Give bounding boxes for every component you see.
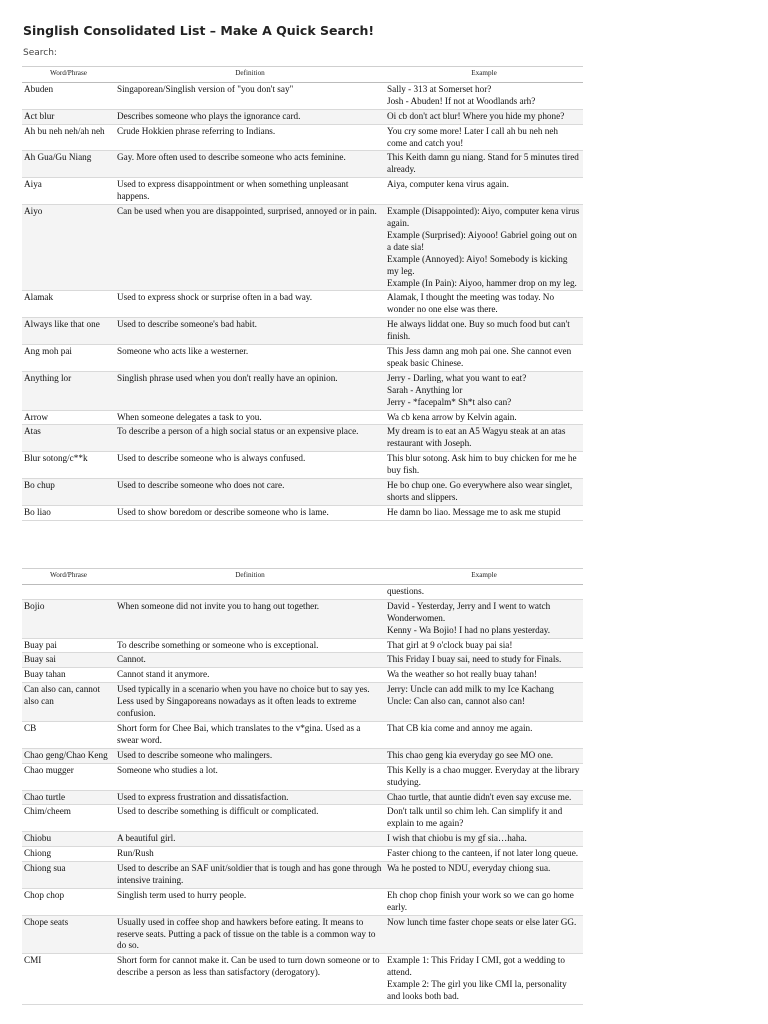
table-row: [22, 888, 583, 915]
term-cell: Chim/cheem: [22, 805, 115, 832]
definition-cell: Used to describe someone's bad habit.: [115, 318, 385, 345]
table-row: [22, 584, 583, 599]
table-header-row: [22, 569, 583, 585]
example-cell: This Friday I buay sai, need to study for Finals.: [385, 653, 583, 668]
table-row: [22, 862, 583, 889]
term-cell: Chiong sua: [22, 862, 115, 889]
table-row: [22, 109, 583, 124]
table-row: [22, 425, 583, 452]
definition-cell: Singlish phrase used when you don't really have an opinion.: [115, 371, 385, 410]
table-row: [22, 318, 583, 345]
term-cell: Ah bu neh neh/ah neh: [22, 124, 115, 151]
column-header-word[interactable]: Word/Phrase: [22, 67, 115, 83]
table-row: [22, 291, 583, 318]
table-row: [22, 505, 583, 520]
definition-cell: Cannot.: [115, 653, 385, 668]
example-cell: Wa he posted to NDU, everyday chiong sua.: [385, 862, 583, 889]
term-cell: CB: [22, 721, 115, 748]
definition-cell: Used typically in a scenario when you have no choice but to say yes. Less used by Singaporeans nowadays as it often leads to extreme confusion.: [115, 683, 385, 722]
example-cell: That CB kia come and annoy me again.: [385, 721, 583, 748]
table-row: [22, 345, 583, 372]
definition-cell: Someone who acts like a westerner.: [115, 345, 385, 372]
search-label: Search:: [23, 48, 57, 58]
definition-cell: To describe something or someone who is exceptional.: [115, 638, 385, 653]
example-cell: Example 1: This Friday I CMI, got a wedding to attend. Example 2: The girl you like CMI la, personality and looks both bad.: [385, 954, 583, 1005]
table-row: [22, 479, 583, 506]
example-cell: Chao turtle, that auntie didn't even say excuse me.: [385, 790, 583, 805]
term-cell: Anything lor: [22, 371, 115, 410]
table-row: [22, 371, 583, 410]
example-cell: Alamak, I thought the meeting was today. No wonder no one else was there.: [385, 291, 583, 318]
example-cell: You cry some more! Later I call ah bu neh neh come and catch you!: [385, 124, 583, 151]
definition-cell: When someone did not invite you to hang out together.: [115, 599, 385, 638]
example-cell: This Jess damn ang moh pai one. She cannot even speak basic Chinese.: [385, 345, 583, 372]
term-cell: Blur sotong/c**k: [22, 452, 115, 479]
term-cell: Can also can, cannot also can: [22, 683, 115, 722]
definition-cell: Used to express shock or surprise often in a bad way.: [115, 291, 385, 318]
definition-cell: Singaporean/Singlish version of "you don't say": [115, 82, 385, 109]
term-cell: Bo liao: [22, 505, 115, 520]
table-row: [22, 178, 583, 205]
table-row: [22, 915, 583, 954]
definition-cell: Used to describe someone who does not care.: [115, 479, 385, 506]
example-cell: This blur sotong. Ask him to buy chicken for me he buy fish.: [385, 452, 583, 479]
example-cell: Wa the weather so hot really buay tahan!: [385, 668, 583, 683]
definition-cell: Short form for cannot make it. Can be used to turn down someone or to describe a person as less than satisfactory (derogatory).: [115, 954, 385, 1005]
table-row: [22, 452, 583, 479]
page-title: Singlish Consolidated List – Make A Quick Search!: [23, 23, 375, 38]
term-cell: Aiyo: [22, 205, 115, 291]
definition-cell: Someone who studies a lot.: [115, 763, 385, 790]
term-cell: Chope seats: [22, 915, 115, 954]
term-cell: Chop chop: [22, 888, 115, 915]
example-cell: Jerry: Uncle can add milk to my Ice Kachang Uncle: Can also can, cannot also can!: [385, 683, 583, 722]
example-cell: questions.: [385, 584, 583, 599]
singlish-table-page-1: [22, 66, 583, 521]
definition-cell: When someone delegates a task to you.: [115, 410, 385, 425]
table-row: [22, 748, 583, 763]
definition-cell: Used to describe someone who malingers.: [115, 748, 385, 763]
table-row: [22, 954, 583, 1005]
example-cell: He always liddat one. Buy so much food but can't finish.: [385, 318, 583, 345]
term-cell: Alamak: [22, 291, 115, 318]
table-row: [22, 847, 583, 862]
definition-cell: Used to describe something is difficult or complicated.: [115, 805, 385, 832]
term-cell: [22, 584, 115, 599]
definition-cell: Used to express disappointment or when something unpleasant happens.: [115, 178, 385, 205]
definition-cell: To describe a person of a high social status or an expensive place.: [115, 425, 385, 452]
example-cell: Wa cb kena arrow by Kelvin again.: [385, 410, 583, 425]
term-cell: Act blur: [22, 109, 115, 124]
definition-cell: Used to show boredom or describe someone who is lame.: [115, 505, 385, 520]
term-cell: Always like that one: [22, 318, 115, 345]
column-header-example[interactable]: Example: [385, 67, 583, 83]
example-cell: Example (Disappointed): Aiyo, computer kena virus again. Example (Surprised): Aiyooo! Gabriel going out on a date sia! Example (Annoyed): Aiyo! Somebody is kicking my leg. Example (In Pain): Aiyoo, hammer drop on my leg.: [385, 205, 583, 291]
table-row: [22, 638, 583, 653]
definition-cell: Used to express frustration and dissatisfaction.: [115, 790, 385, 805]
term-cell: Abuden: [22, 82, 115, 109]
example-cell: He bo chup one. Go everywhere also wear singlet, shorts and slippers.: [385, 479, 583, 506]
example-cell: Jerry - Darling, what you want to eat? Sarah - Anything lor Jerry - *facepalm* Sh*t also can?: [385, 371, 583, 410]
table-row: [22, 832, 583, 847]
term-cell: Bojio: [22, 599, 115, 638]
table-row: [22, 599, 583, 638]
column-header-word[interactable]: Word/Phrase: [22, 569, 115, 585]
definition-cell: Cannot stand it anymore.: [115, 668, 385, 683]
table-row: [22, 653, 583, 668]
term-cell: Buay tahan: [22, 668, 115, 683]
term-cell: Atas: [22, 425, 115, 452]
term-cell: Ah Gua/Gu Niang: [22, 151, 115, 178]
singlish-table-page-2: [22, 568, 583, 1005]
term-cell: Ang moh pai: [22, 345, 115, 372]
definition-cell: [115, 584, 385, 599]
term-cell: Chiong: [22, 847, 115, 862]
term-cell: Chiobu: [22, 832, 115, 847]
example-cell: Aiya, computer kena virus again.: [385, 178, 583, 205]
example-cell: My dream is to eat an A5 Wagyu steak at an atas restaurant with Joseph.: [385, 425, 583, 452]
example-cell: Sally - 313 at Somerset hor? Josh - Abuden! If not at Woodlands arh?: [385, 82, 583, 109]
example-cell: Eh chop chop finish your work so we can go home early.: [385, 888, 583, 915]
example-cell: Don't talk until so chim leh. Can simplify it and explain to me again?: [385, 805, 583, 832]
term-cell: Chao mugger: [22, 763, 115, 790]
table-header-row: [22, 67, 583, 83]
table-row: [22, 668, 583, 683]
definition-cell: Run/Rush: [115, 847, 385, 862]
term-cell: Chao turtle: [22, 790, 115, 805]
definition-cell: Describes someone who plays the ignorance card.: [115, 109, 385, 124]
column-header-definition[interactable]: Definition: [115, 67, 385, 83]
table-row: [22, 151, 583, 178]
table-row: [22, 790, 583, 805]
term-cell: Buay sai: [22, 653, 115, 668]
table-row: [22, 763, 583, 790]
definition-cell: A beautiful girl.: [115, 832, 385, 847]
term-cell: Buay pai: [22, 638, 115, 653]
table-row: [22, 205, 583, 291]
table-row: [22, 683, 583, 722]
table-row: [22, 82, 583, 109]
table-row: [22, 805, 583, 832]
example-cell: I wish that chiobu is my gf sia…haha.: [385, 832, 583, 847]
definition-cell: Crude Hokkien phrase referring to Indians.: [115, 124, 385, 151]
table-row: [22, 124, 583, 151]
term-cell: Arrow: [22, 410, 115, 425]
term-cell: CMI: [22, 954, 115, 1005]
example-cell: This Keith damn gu niang. Stand for 5 minutes tired already.: [385, 151, 583, 178]
example-cell: This Kelly is a chao mugger. Everyday at the library studying.: [385, 763, 583, 790]
example-cell: He damn bo liao. Message me to ask me stupid: [385, 505, 583, 520]
example-cell: This chao geng kia everyday go see MO one.: [385, 748, 583, 763]
definition-cell: Used to describe someone who is always confused.: [115, 452, 385, 479]
example-cell: That girl at 9 o'clock buay pai sia!: [385, 638, 583, 653]
example-cell: Faster chiong to the canteen, if not later long queue.: [385, 847, 583, 862]
definition-cell: Used to describe an SAF unit/soldier that is tough and has gone through intensive training.: [115, 862, 385, 889]
column-header-example[interactable]: Example: [385, 569, 583, 585]
example-cell: David - Yesterday, Jerry and I went to watch Wonderwomen. Kenny - Wa Bojio! I had no plans yesterday.: [385, 599, 583, 638]
example-cell: Oi cb don't act blur! Where you hide my phone?: [385, 109, 583, 124]
definition-cell: Usually used in coffee shop and hawkers before eating. It means to reserve seats. Putting a pack of tissue on the table is a common way to do so.: [115, 915, 385, 954]
table-row: [22, 410, 583, 425]
term-cell: Aiya: [22, 178, 115, 205]
definition-cell: Gay. More often used to describe someone who acts feminine.: [115, 151, 385, 178]
term-cell: Bo chup: [22, 479, 115, 506]
table-row: [22, 721, 583, 748]
column-header-definition[interactable]: Definition: [115, 569, 385, 585]
definition-cell: Short form for Chee Bai, which translates to the v*gina. Used as a swear word.: [115, 721, 385, 748]
term-cell: Chao geng/Chao Keng: [22, 748, 115, 763]
definition-cell: Can be used when you are disappointed, surprised, annoyed or in pain.: [115, 205, 385, 291]
example-cell: Now lunch time faster chope seats or else later GG.: [385, 915, 583, 954]
definition-cell: Singlish term used to hurry people.: [115, 888, 385, 915]
